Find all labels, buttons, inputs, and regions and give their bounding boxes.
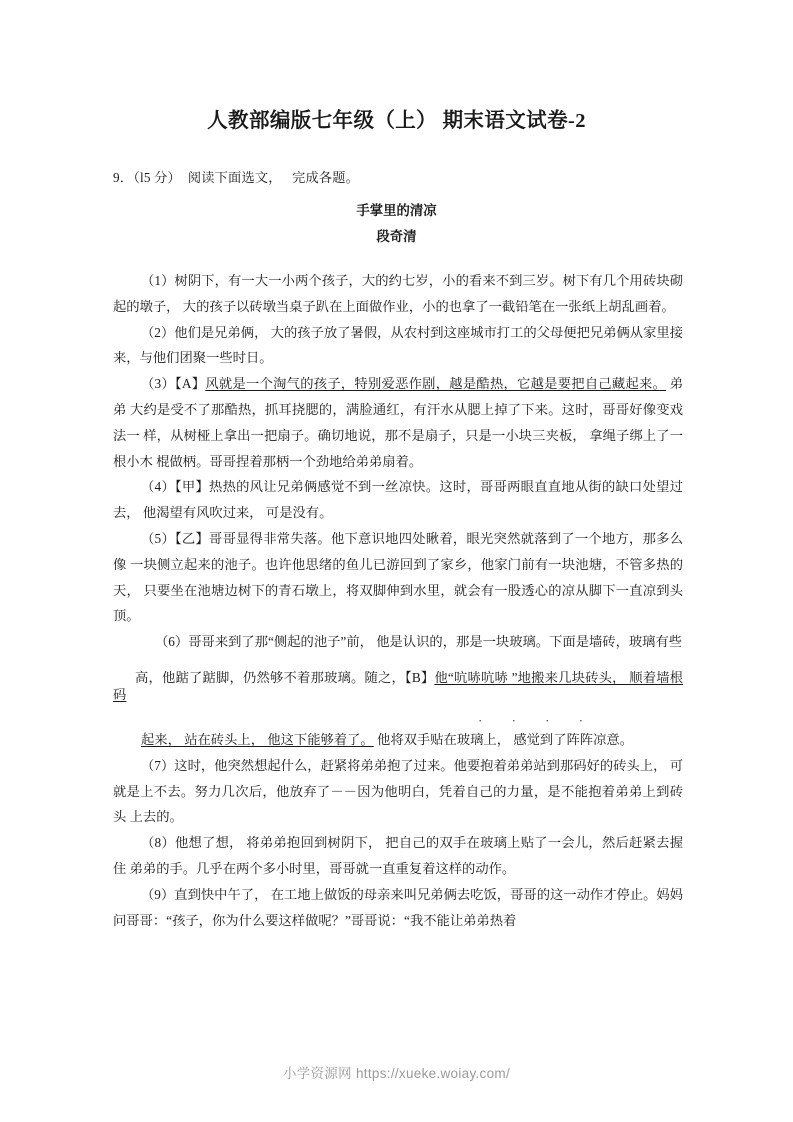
paragraph-6: [113, 629, 683, 753]
paragraph-6-text-1: 哥哥来到了那“侧起的池子”前， 他是认识的，那是一块玻璃。下面是墙砖，玻璃有些: [188, 634, 683, 650]
marker-jia: 【甲】: [175, 479, 210, 495]
marker-b: 【B】: [405, 669, 435, 685]
underlined-sentence-a: 风就是一个淘气的孩子，特别爱恶作剧，越是酷热，它越是要把自己藏起来。: [205, 376, 667, 392]
paragraph-text-1: 树阴下，有一大一小两个孩子，大的约七岁，小的看来不到三岁。树下有几个用砖块砌 起的墩子， 大的孩子以砖墩当桌子趴在上面做作业，小的也拿了一截铅笔在一张纸上胡乱画着。: [113, 273, 684, 314]
paragraph-label-7: （7）: [141, 757, 175, 773]
paragraph-9: [113, 882, 683, 934]
paragraph-label-9: （9）: [141, 886, 175, 902]
article-title: 手掌里的清凉: [356, 203, 437, 218]
paragraph-3: [113, 371, 683, 474]
paragraph-1: [113, 268, 683, 320]
paragraph-label-5: （5）: [141, 530, 176, 546]
paragraph-6-text-2: 高，他踮了踮脚，仍然够不着那玻璃。随之，: [135, 669, 405, 685]
paragraph-text-5: 哥哥显得非常失落。他下意识地四处瞅着，眼光突然就落到了一个地方，那多么像 一块侧立起来的池子。也许他思绪的鱼儿已游回到了家乡，他家门前有一块池塘，不管多热的天， 只要坐在池塘边树下的青石墩上，将双脚伸到水里，就会有一股透心的凉从脚下一直凉到头顶。: [113, 530, 683, 624]
underlined-sentence-b-part2: 起来， 站在砖头上， 他这下能够着了。: [141, 731, 374, 747]
paragraph-label-2: （2）: [141, 324, 175, 340]
question-stem: 9．（l5 分） 阅读下面选文， 完成各题。: [113, 170, 360, 185]
paragraph-label-4: （4）: [141, 479, 176, 495]
footer-watermark: 小学资源网 https://xueke.woiay.com/: [282, 1066, 511, 1081]
page-title: 人教部编版七年级（上） 期末语文试卷-2: [207, 110, 586, 132]
paragraph-text-2: 他们是兄弟俩， 大的孩子放了暑假，从农村到这座城市打工的父母便把兄弟俩从家里接 来，与他们团聚一些时日。: [113, 324, 684, 366]
paragraph-label-8: （8）: [141, 835, 175, 851]
article-body: [113, 268, 683, 933]
paragraph-2: [113, 320, 683, 372]
paragraph-text-4: 热热的风让兄弟俩感觉不到一丝凉快。这时，哥哥两眼直直地从街的缺口处望过去， 他渴望有风吹过来， 可是没有。: [113, 479, 683, 521]
paragraph-text-7: 这时，他突然想起什么，赶紧将弟弟抱了过来。他要抱着弟弟站到那码好的砖头上， 可 就是上不去。努力几次后，他放弃了－－因为他明白，凭着自己的力量，是不能抱着弟弟上到砖头 上去的。: [113, 757, 684, 825]
paragraph-label-3: （3）: [141, 376, 176, 392]
paragraph-label-6: （6）: [155, 634, 189, 650]
paragraph-4: [113, 474, 683, 526]
paragraph-text-3: 弟弟 大约是受不了那酷热，抓耳挠腮的，满脸通红，有汗水从腮上掉了下来。这时，哥哥好像变戏法一 样，从树桠上拿出一把扇子。确切地说，那不是扇子，只是一小块三夹板， 拿绳子绑上了一根小木 棍做柄。哥哥捏着那柄一个劲地给弟弟扇着。: [113, 376, 684, 469]
paragraph-6-line-2: [113, 669, 683, 703]
marker-yi: 【乙】: [175, 530, 210, 546]
paragraph-text-8: 他想了想， 将弟弟抱回到树阴下， 把自己的双手在玻璃上贴了一会儿，然后赶紧去握住 弟弟的手。几乎在两个多小时里，哥哥就一直重复着这样的动作。: [113, 835, 683, 876]
emphasis-dots: · · · ·: [478, 712, 597, 728]
paragraph-6-line-3: [113, 712, 683, 753]
paragraph-8: [113, 830, 683, 882]
article-author: 段奇清: [376, 229, 417, 244]
paragraph-5: [113, 526, 683, 629]
paragraph-6-text-3: 他将双手贴在玻璃上， 感觉到了阵阵凉意。: [373, 731, 633, 747]
underlined-sentence-b-part1: 他“吭哧吭哧 ”地搬来几块砖头， 顺着墙根码: [113, 669, 683, 702]
paragraph-label-1: （1）: [141, 273, 175, 288]
paragraph-text-9: 直到快中午了， 在工地上做饭的母亲来叫兄弟俩去吃饭，哥哥的这一动作才停止。妈妈 问哥哥：“孩子，你为什么要这样做呢？”哥哥说：“我不能让弟弟热着: [113, 886, 684, 928]
paragraph-6-line-1: [113, 629, 683, 655]
paragraph-7: [113, 753, 683, 830]
marker-a: 【A】: [175, 376, 206, 392]
